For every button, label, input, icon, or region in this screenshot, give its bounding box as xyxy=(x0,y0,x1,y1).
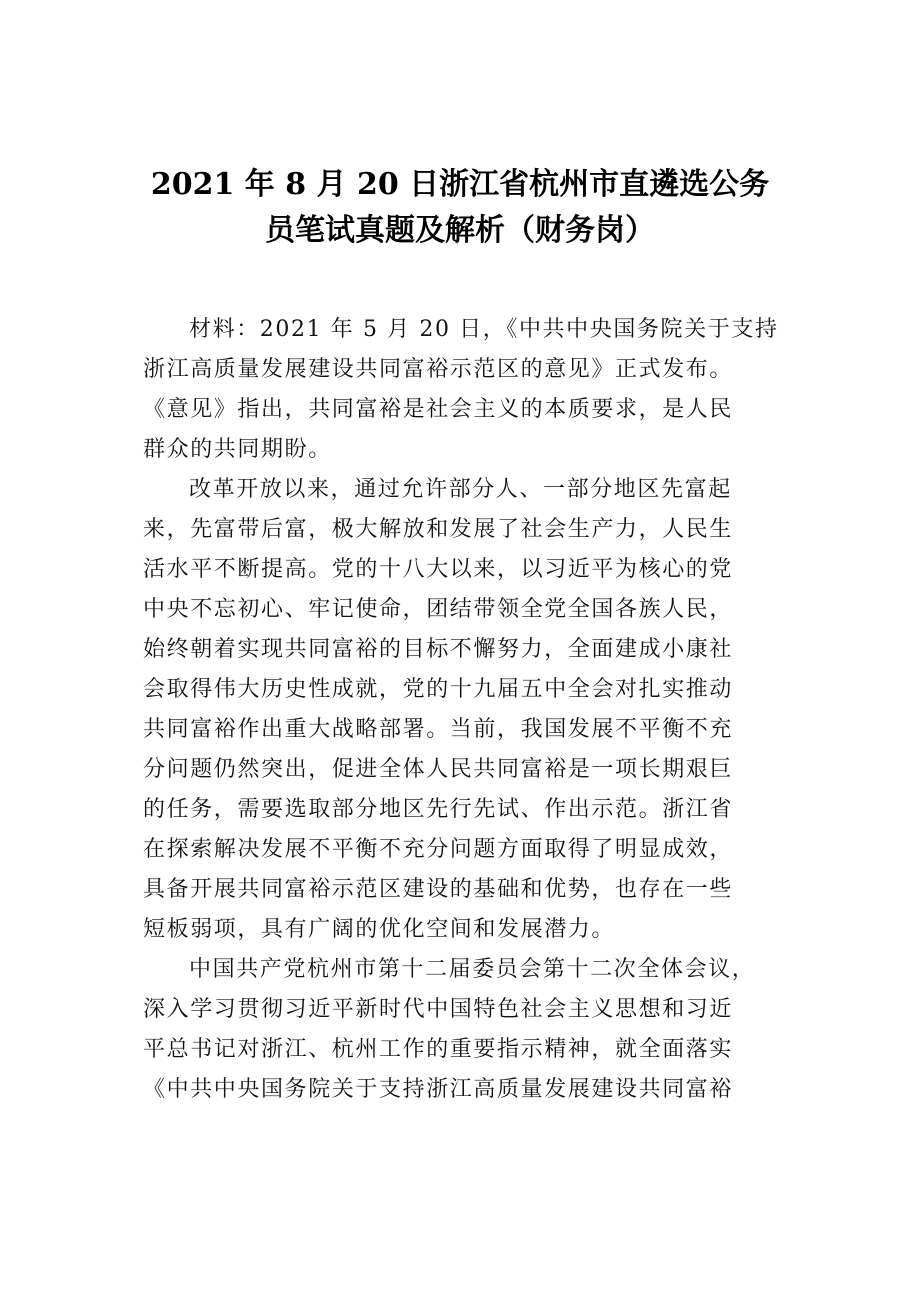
text-line: 分问题仍然突出，促进全体人民共同富裕是一项长期艰巨 xyxy=(143,757,734,782)
title-line: 员笔试真题及解析（财务岗） xyxy=(265,213,655,248)
text-line: 材料：2021 年 5 月 20 日，《中共中央国务院关于支持 xyxy=(189,317,779,342)
text-line: 深入学习贯彻习近平新时代中国特色社会主义思想和习近 xyxy=(143,997,734,1022)
text-line: 共同富裕作出重大战略部署。当前，我国发展不平衡不充 xyxy=(143,717,734,742)
paragraph-material xyxy=(143,310,779,470)
text-line: 《意见》指出，共同富裕是社会主义的本质要求，是人民 xyxy=(143,397,734,422)
text-line: 始终朝着实现共同富裕的目标不懈努力，全面建成小康社 xyxy=(143,637,734,662)
text-line: 群众的共同期盼。 xyxy=(143,437,332,462)
text-line: 平总书记对浙江、杭州工作的重要指示精神，就全面落实 xyxy=(143,1037,734,1062)
text-line: 会取得伟大历史性成就，党的十九届五中全会对扎实推动 xyxy=(143,677,734,702)
text-line: 来，先富带后富，极大解放和发展了社会生产力，人民生 xyxy=(143,517,734,542)
text-line: 活水平不断提高。党的十八大以来，以习近平为核心的党 xyxy=(143,557,734,582)
text-line: 《中共中央国务院关于支持浙江高质量发展建设共同富裕 xyxy=(143,1077,734,1102)
text-line: 在探索解决发展不平衡不充分问题方面取得了明显成效， xyxy=(143,837,734,862)
text-line: 具备开展共同富裕示范区建设的基础和优势，也存在一些 xyxy=(143,877,734,902)
text-line: 浙江高质量发展建设共同富裕示范区的意见》正式发布。 xyxy=(143,357,734,382)
document-body xyxy=(143,310,779,1110)
title-line: 2021 年 8 月 20 日浙江省杭州市直遴选公务 xyxy=(150,167,770,202)
paragraph-reform xyxy=(143,470,773,950)
paragraph-committee xyxy=(143,950,773,1110)
text-line: 中国共产党杭州市第十二届委员会第十二次全体会议， xyxy=(189,957,756,982)
document-title xyxy=(120,162,800,254)
text-line: 的任务，需要选取部分地区先行先试、作出示范。浙江省 xyxy=(143,797,734,822)
text-line: 改革开放以来，通过允许部分人、一部分地区先富起 xyxy=(189,477,732,502)
text-line: 短板弱项，具有广阔的优化空间和发展潜力。 xyxy=(143,917,616,942)
text-line: 中央不忘初心、牢记使命，团结带领全党全国各族人民， xyxy=(143,597,734,622)
